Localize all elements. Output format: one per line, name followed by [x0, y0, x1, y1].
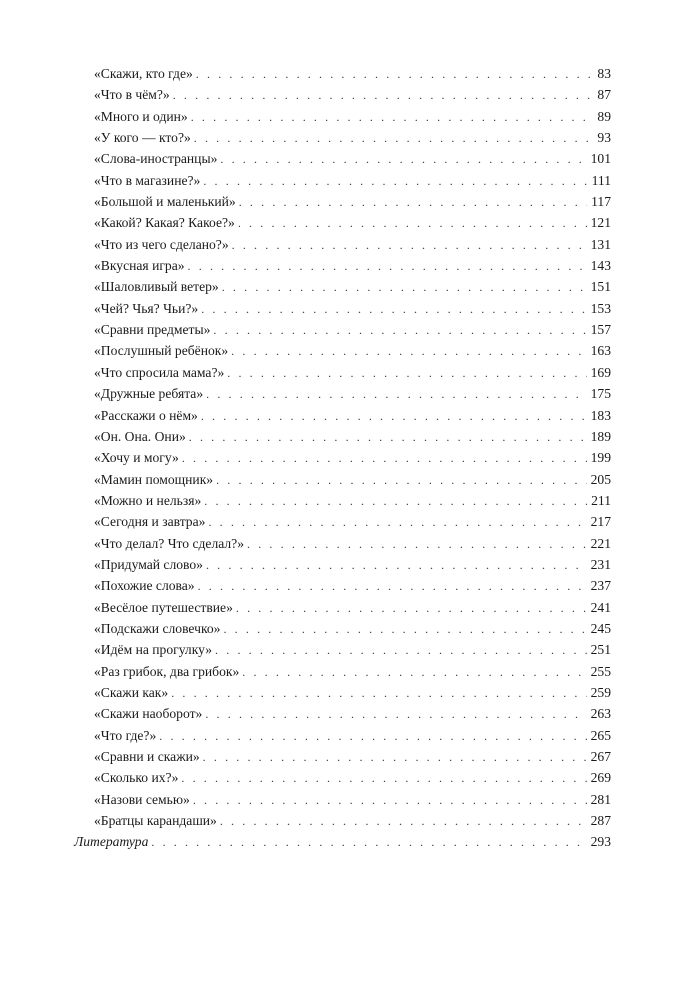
- dot-leader: [220, 149, 586, 170]
- toc-entry[interactable]: [94, 362, 611, 383]
- toc-entry-title: «Скажи наоборот»: [94, 706, 203, 722]
- toc-entry-title: «Весёлое путешествие»: [94, 599, 233, 615]
- toc-entry-title: «Что в магазине?»: [94, 172, 201, 188]
- dot-leader: [206, 384, 586, 405]
- toc-entry[interactable]: [94, 554, 611, 575]
- toc-entry[interactable]: [94, 447, 611, 468]
- dot-leader: [188, 256, 587, 277]
- toc-entry-title: «Что в чём?»: [94, 87, 170, 103]
- toc-entry-title: «Скажи, кто где»: [94, 66, 193, 81]
- toc-entry[interactable]: [94, 255, 611, 276]
- dot-leader: [223, 619, 586, 640]
- toc-entry-title: «Назови семью»: [94, 791, 190, 807]
- dot-leader: [201, 406, 587, 427]
- toc-entry-page: 281: [590, 791, 611, 807]
- toc-entry-title: «Скажи как»: [94, 684, 169, 700]
- dot-leader: [213, 320, 586, 341]
- toc-entry-page: 251: [590, 642, 611, 658]
- toc-entry-page: 121: [590, 215, 611, 231]
- toc-entry-page: 131: [590, 236, 611, 252]
- toc-entry[interactable]: [94, 127, 611, 148]
- dot-leader: [159, 726, 586, 747]
- toc-entry-page: 93: [597, 130, 611, 146]
- toc-entry-page: 267: [590, 749, 611, 764]
- dot-leader: [227, 363, 586, 384]
- toc-entry-title: «Подскажи словечко»: [94, 620, 221, 636]
- dot-leader: [193, 790, 587, 811]
- toc-entry-literature[interactable]: [74, 831, 611, 853]
- toc-entry[interactable]: [94, 106, 611, 127]
- toc-entry[interactable]: [94, 746, 611, 767]
- toc-entry-page: 117: [591, 194, 611, 210]
- toc-entry-title: «У кого — кто?»: [94, 130, 191, 146]
- toc-entry[interactable]: [94, 767, 611, 788]
- toc-entry-page: 151: [590, 279, 611, 295]
- toc-entry-page: 183: [590, 407, 611, 423]
- toc-entry-page: 199: [590, 450, 611, 466]
- dot-leader: [215, 640, 587, 661]
- dot-leader: [181, 768, 586, 789]
- toc-entry-title: «Вкусная игра»: [94, 258, 185, 274]
- toc-entry-page: 153: [590, 300, 611, 316]
- toc-entry-page: 217: [590, 514, 611, 530]
- toc-entry-page: 89: [597, 108, 611, 124]
- toc-entry[interactable]: [94, 170, 611, 191]
- toc-entry-page: 163: [590, 343, 611, 359]
- toc-entry-page: 237: [590, 578, 611, 594]
- toc-entry-page: 111: [591, 172, 611, 188]
- toc-entry-title: «Сравни предметы»: [94, 322, 211, 338]
- toc-entry[interactable]: [94, 789, 611, 810]
- toc-entry-title: «Сравни и скажи»: [94, 749, 200, 764]
- toc-entry-page: 293: [590, 834, 611, 849]
- dot-leader: [191, 107, 594, 128]
- toc-entry[interactable]: [94, 682, 611, 703]
- toc-entry-page: 211: [591, 492, 611, 508]
- dot-leader: [220, 811, 587, 832]
- toc-entry-title: «Придумай слово»: [94, 556, 203, 572]
- toc-entry[interactable]: [94, 84, 611, 105]
- toc-entry[interactable]: [94, 276, 611, 297]
- toc-entry[interactable]: [94, 639, 611, 660]
- dot-leader: [242, 662, 586, 683]
- table-of-contents: [94, 63, 611, 831]
- toc-entry[interactable]: [94, 618, 611, 639]
- toc-entry-page: 231: [590, 556, 611, 572]
- toc-entry-page: 157: [590, 322, 611, 338]
- toc-entry-title: «Расскажи о нём»: [94, 407, 198, 423]
- toc-entry[interactable]: [94, 490, 611, 511]
- dot-leader: [173, 85, 594, 106]
- toc-entry[interactable]: [94, 725, 611, 746]
- toc-entry-page: 143: [590, 258, 611, 274]
- dot-leader: [232, 235, 587, 256]
- dot-leader: [205, 704, 586, 725]
- dot-leader: [203, 747, 587, 768]
- toc-entry-title: Литература: [74, 834, 149, 849]
- toc-entry-title: «Что спросила мама?»: [94, 364, 225, 380]
- dot-leader: [171, 683, 586, 704]
- toc-entry-page: 255: [590, 663, 611, 679]
- toc-entry[interactable]: [94, 234, 611, 255]
- dot-leader: [216, 470, 587, 491]
- toc-entry[interactable]: [94, 405, 611, 426]
- toc-entry-title: «Дружные ребята»: [94, 386, 204, 402]
- dot-leader: [231, 341, 586, 362]
- toc-entry-page: 175: [590, 386, 611, 402]
- dot-leader: [247, 534, 587, 555]
- toc-entry-title: «Что из чего сделано?»: [94, 236, 229, 252]
- toc-entry-page: 169: [590, 364, 611, 380]
- toc-entry-title: «Что делал? Что сделал?»: [94, 535, 245, 551]
- toc-entry-page: 241: [590, 599, 611, 615]
- dot-leader: [194, 128, 594, 149]
- toc-entry-title: «Хочу и могу»: [94, 450, 179, 466]
- toc-entry-page: 265: [590, 727, 611, 743]
- toc-entry[interactable]: [94, 661, 611, 682]
- toc-entry-title: «Сколько их?»: [94, 770, 179, 786]
- toc-entry-title: «Идём на прогулку»: [94, 642, 213, 658]
- toc-entry[interactable]: [94, 191, 611, 212]
- toc-entry-title: «Чей? Чья? Чьи?»: [94, 300, 199, 316]
- toc-entry-page: 101: [590, 151, 611, 167]
- toc-entry-page: 269: [590, 770, 611, 786]
- dot-leader: [208, 512, 586, 533]
- toc-entry[interactable]: [94, 575, 611, 596]
- toc-entry[interactable]: [94, 511, 611, 532]
- toc-entry[interactable]: [94, 212, 611, 233]
- toc-entry-title: «Можно и нельзя»: [94, 492, 202, 508]
- toc-entry[interactable]: [94, 63, 611, 84]
- toc-entry[interactable]: [94, 383, 611, 404]
- toc-entry[interactable]: [94, 298, 611, 319]
- dot-leader: [196, 64, 594, 85]
- toc-entry-title: «Он. Она. Они»: [94, 428, 186, 444]
- dot-leader: [182, 448, 587, 469]
- toc-entry-page: 83: [597, 66, 611, 81]
- dot-leader: [203, 171, 587, 192]
- dot-leader: [206, 555, 587, 576]
- toc-entry-title: «Сегодня и завтра»: [94, 514, 206, 530]
- toc-entry[interactable]: [94, 810, 611, 831]
- dot-leader: [151, 832, 586, 853]
- toc-entry[interactable]: [94, 533, 611, 554]
- toc-entry-title: «Много и один»: [94, 108, 188, 124]
- toc-entry-page: 189: [590, 428, 611, 444]
- toc-entry[interactable]: [94, 340, 611, 361]
- toc-entry-page: 245: [590, 620, 611, 636]
- toc-entry[interactable]: [94, 597, 611, 618]
- toc-entry-title: «Какой? Какая? Какое?»: [94, 215, 235, 231]
- dot-leader: [222, 277, 587, 298]
- dot-leader: [236, 598, 587, 619]
- toc-entry-title: «Слова-иностранцы»: [94, 151, 218, 167]
- toc-entry-title: «Что где?»: [94, 727, 157, 743]
- toc-entry-page: 259: [590, 684, 611, 700]
- toc-entry-page: 87: [597, 87, 611, 103]
- dot-leader: [239, 192, 587, 213]
- toc-entry[interactable]: [94, 148, 611, 169]
- dot-leader: [198, 576, 587, 597]
- toc-entry-title: «Раз грибок, два грибок»: [94, 663, 240, 679]
- toc-entry-title: «Похожие слова»: [94, 578, 195, 594]
- dot-leader: [238, 213, 587, 234]
- toc-entry[interactable]: [94, 426, 611, 447]
- dot-leader: [189, 427, 587, 448]
- toc-entry-title: «Мамин помощник»: [94, 471, 214, 487]
- toc-entry-title: «Большой и маленький»: [94, 194, 236, 210]
- toc-entry-title: «Послушный ребёнок»: [94, 343, 229, 359]
- toc-entry[interactable]: [94, 469, 611, 490]
- toc-entry-page: 287: [590, 813, 611, 829]
- toc-entry[interactable]: [94, 319, 611, 340]
- toc-entry-page: 205: [590, 471, 611, 487]
- toc-entry-page: 263: [590, 706, 611, 722]
- toc-entry-title: «Братцы карандаши»: [94, 813, 217, 829]
- toc-entry-title: «Шаловливый ветер»: [94, 279, 219, 295]
- dot-leader: [204, 491, 587, 512]
- toc-entry-page: 221: [590, 535, 611, 551]
- toc-entry[interactable]: [94, 703, 611, 724]
- dot-leader: [201, 299, 586, 320]
